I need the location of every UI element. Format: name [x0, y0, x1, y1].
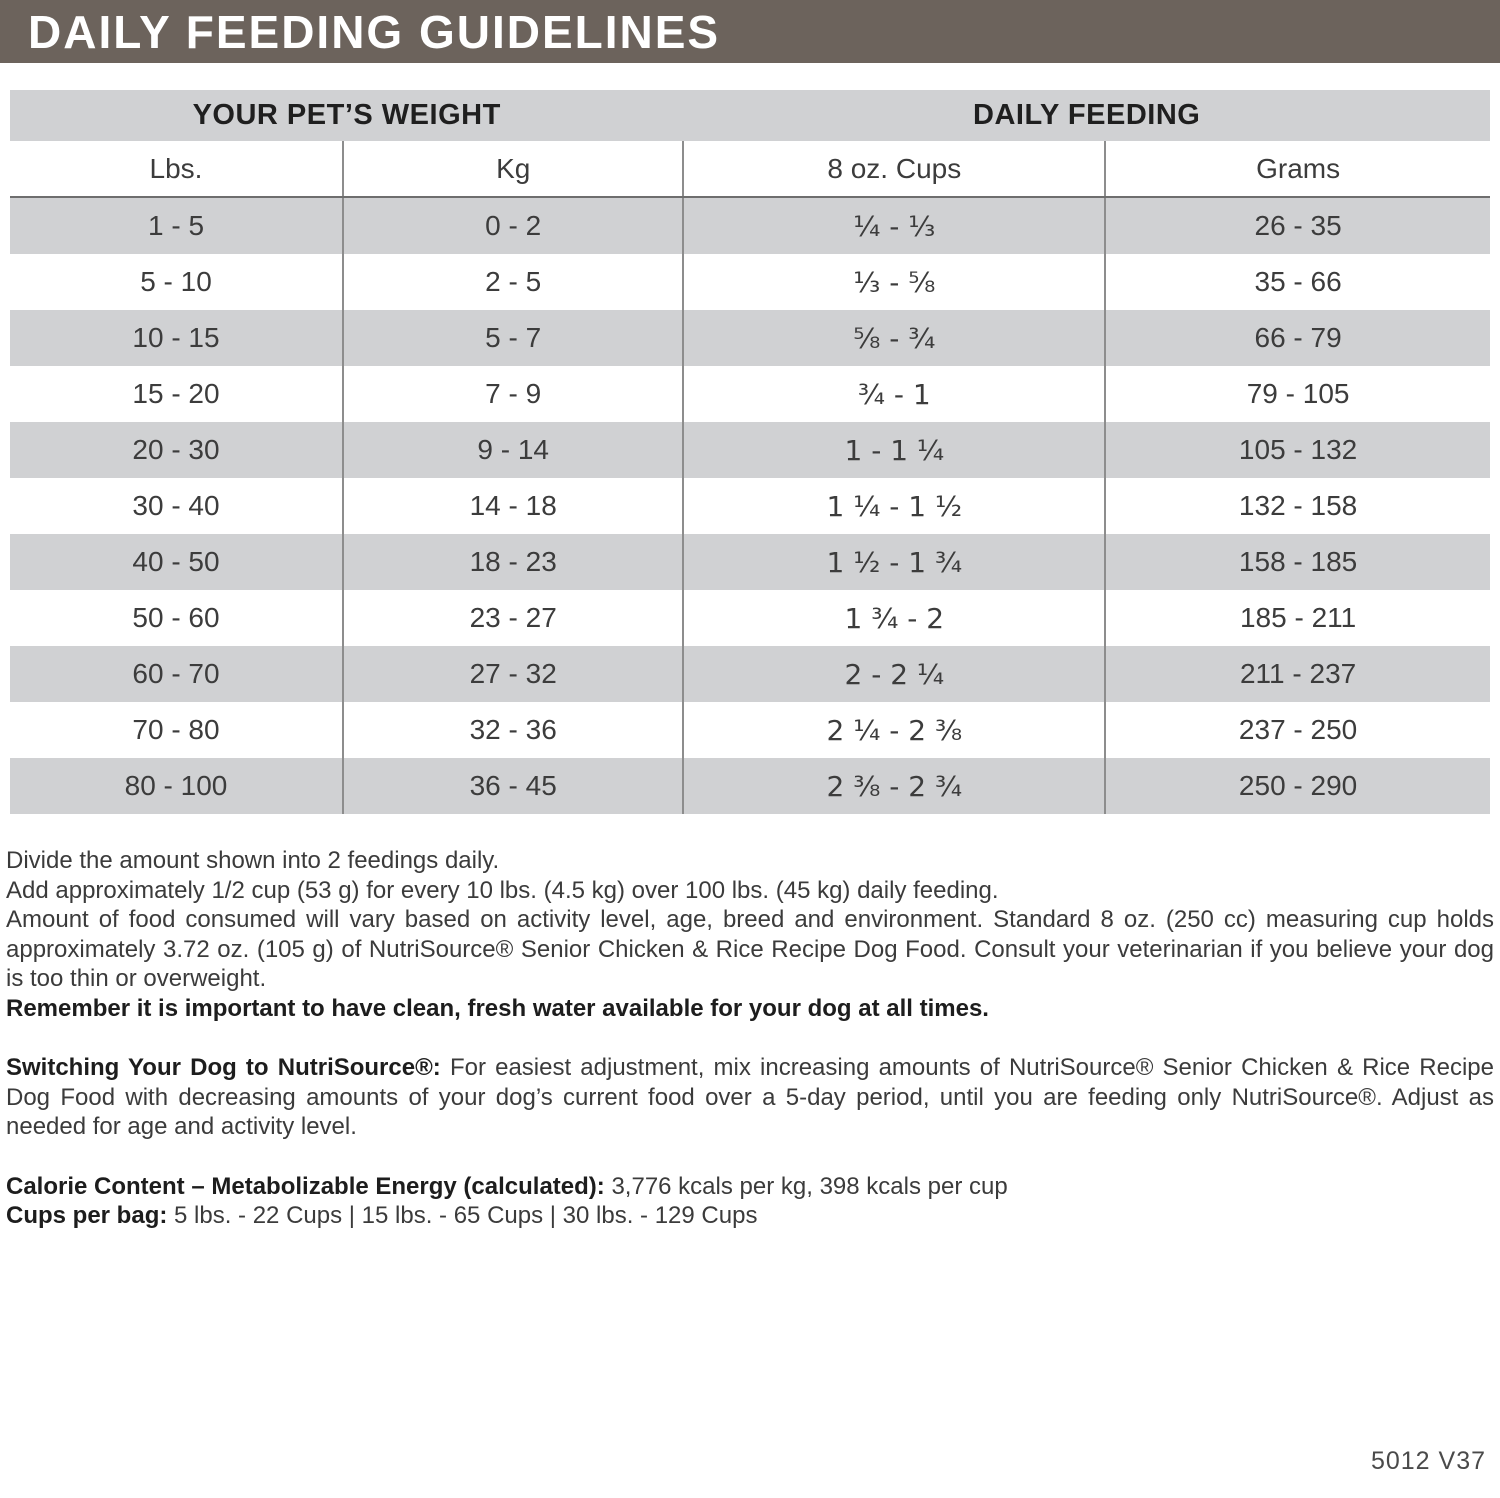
calorie-content-line: [6, 1172, 1494, 1202]
cups-per-bag-lead: Cups per bag:: [6, 1202, 168, 1229]
column-header-cups: 8 oz. Cups: [683, 141, 1105, 197]
page-title: DAILY FEEDING GUIDELINES: [28, 5, 721, 58]
table-row: [10, 310, 1490, 366]
cell-grams: 237 - 250: [1105, 702, 1490, 758]
table-row: [10, 758, 1490, 814]
cups-per-bag-line: [6, 1201, 1494, 1231]
cell-lbs: 40 - 50: [10, 534, 343, 590]
calorie-body: 3,776 kcals per kg, 398 kcals per cup: [604, 1172, 1008, 1200]
column-header-lbs: Lbs.: [10, 141, 343, 197]
table-row: [10, 254, 1490, 310]
cell-grams: 26 - 35: [1105, 197, 1490, 254]
note-amount-varies: Amount of food consumed will vary based on activity level, age, breed and environment. Standard 8 oz. (250 cc) measuring cup holds approximately 3.72 oz. (105 g) of NutriSource® Senior Chicken & Rice Recipe Dog Food. Consult your veterinarian if you believe your dog is too thin or overweight.: [6, 906, 1494, 992]
group-header-feeding: DAILY FEEDING: [683, 90, 1490, 141]
table-row: [10, 422, 1490, 478]
cell-grams: 185 - 211: [1105, 590, 1490, 646]
cell-cups: ¹⁄₃ - ⁵⁄₈: [683, 254, 1105, 310]
footer-version-code: 5012 V37: [1370, 1447, 1486, 1475]
cell-lbs: 10 - 15: [10, 310, 343, 366]
cell-cups: ¹⁄₄ - ¹⁄₃: [683, 197, 1105, 254]
cell-lbs: 30 - 40: [10, 478, 343, 534]
notes-section: [6, 846, 1494, 1231]
table-row: [10, 646, 1490, 702]
cell-kg: 14 - 18: [343, 478, 683, 534]
table-row: [10, 197, 1490, 254]
cell-cups: 1 ¹⁄₂ - 1 ³⁄₄: [683, 534, 1105, 590]
column-header-grams: Grams: [1105, 141, 1490, 197]
cell-cups: 2 ³⁄₈ - 2 ³⁄₄: [683, 758, 1105, 814]
header-bar: [0, 0, 1500, 63]
table-row: [10, 478, 1490, 534]
table-row: [10, 366, 1490, 422]
cell-lbs: 70 - 80: [10, 702, 343, 758]
table-row: [10, 590, 1490, 646]
cups-per-bag-body: 5 lbs. - 22 Cups | 15 lbs. - 65 Cups | 30 lbs. - 129 Cups: [167, 1202, 758, 1229]
cell-lbs: 50 - 60: [10, 590, 343, 646]
cell-lbs: 5 - 10: [10, 254, 343, 310]
calorie-lead: Calorie Content – Metabolizable Energy (calculated):: [6, 1172, 605, 1200]
cell-kg: 0 - 2: [343, 197, 683, 254]
group-header-row: [10, 90, 1490, 141]
cell-lbs: 20 - 30: [10, 422, 343, 478]
cell-cups: 1 - 1 ¹⁄₄: [683, 422, 1105, 478]
table-row: [10, 534, 1490, 590]
cell-kg: 36 - 45: [343, 758, 683, 814]
cell-grams: 158 - 185: [1105, 534, 1490, 590]
cell-grams: 79 - 105: [1105, 366, 1490, 422]
switching-paragraph: [6, 1053, 1494, 1142]
cell-grams: 211 - 237: [1105, 646, 1490, 702]
note-fresh-water: Remember it is important to have clean, fresh water available for your dog at all times.: [6, 994, 989, 1022]
cell-grams: 35 - 66: [1105, 254, 1490, 310]
cell-kg: 9 - 14: [343, 422, 683, 478]
cell-grams: 132 - 158: [1105, 478, 1490, 534]
cell-cups: 1 ¹⁄₄ - 1 ¹⁄₂: [683, 478, 1105, 534]
cell-cups: ⁵⁄₈ - ³⁄₄: [683, 310, 1105, 366]
table-row: [10, 702, 1490, 758]
cell-kg: 27 - 32: [343, 646, 683, 702]
column-header-row: [10, 141, 1490, 197]
cell-lbs: 60 - 70: [10, 646, 343, 702]
cell-kg: 18 - 23: [343, 534, 683, 590]
group-header-weight: YOUR PET’S WEIGHT: [10, 90, 683, 141]
switching-lead: Switching Your Dog to NutriSource®:: [6, 1054, 441, 1081]
cell-kg: 2 - 5: [343, 254, 683, 310]
cell-cups: 2 ¹⁄₄ - 2 ³⁄₈: [683, 702, 1105, 758]
cell-kg: 23 - 27: [343, 590, 683, 646]
column-header-kg: Kg: [343, 141, 683, 197]
cell-kg: 5 - 7: [343, 310, 683, 366]
cell-cups: 1 ³⁄₄ - 2: [683, 590, 1105, 646]
cell-lbs: 80 - 100: [10, 758, 343, 814]
cell-lbs: 1 - 5: [10, 197, 343, 254]
feeding-table: [10, 90, 1490, 814]
cell-grams: 66 - 79: [1105, 310, 1490, 366]
cell-kg: 7 - 9: [343, 366, 683, 422]
cell-lbs: 15 - 20: [10, 366, 343, 422]
cell-grams: 105 - 132: [1105, 422, 1490, 478]
cell-grams: 250 - 290: [1105, 758, 1490, 814]
note-divide-feedings: Divide the amount shown into 2 feedings daily.: [6, 847, 500, 874]
switching-body: For easiest adjustment, mix increasing amounts of NutriSource® Senior Chicken & Rice Recipe Dog Food with decreasing amounts of your dog’s current food over a 5-day period, until you are feeding only NutriSource®. Adjust as needed for age and activity level.: [6, 1054, 1494, 1140]
note-add-half-cup: Add approximately 1/2 cup (53 g) for every 10 lbs. (4.5 kg) over 100 lbs. (45 kg) daily feeding.: [6, 876, 999, 904]
cell-kg: 32 - 36: [343, 702, 683, 758]
cell-cups: ³⁄₄ - 1: [683, 366, 1105, 422]
cell-cups: 2 - 2 ¹⁄₄: [683, 646, 1105, 702]
